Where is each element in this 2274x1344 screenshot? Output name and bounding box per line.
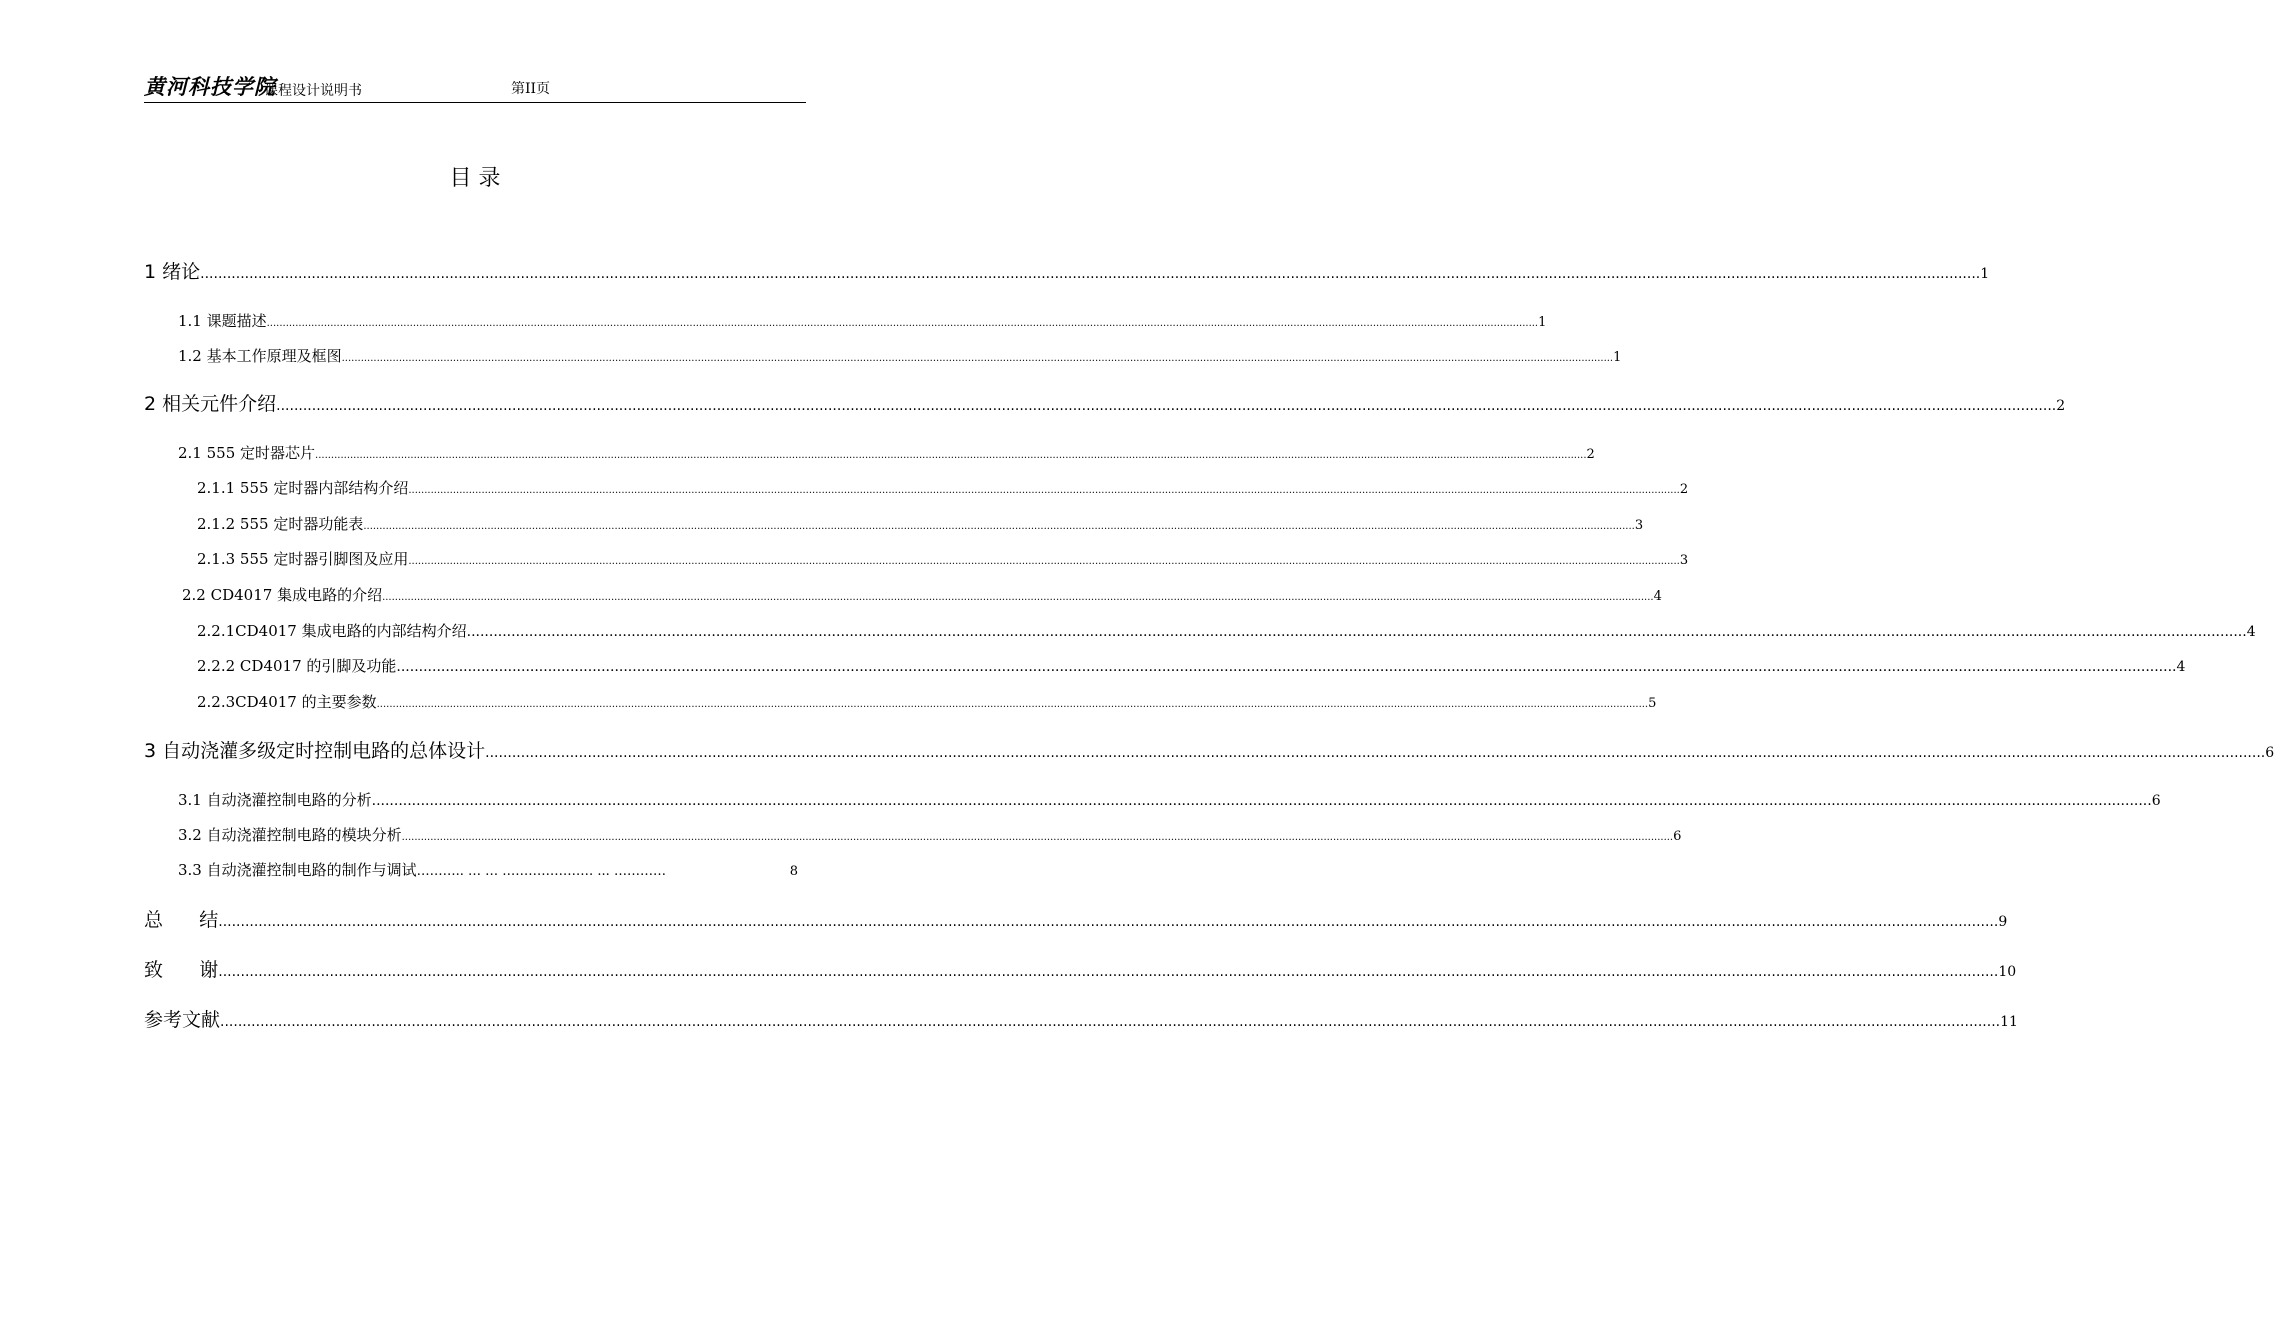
- toc-entry-label: 1.2 基本工作原理及框图: [178, 347, 342, 365]
- toc-entry-label: 2.2.2 CD4017 的引脚及功能: [197, 657, 397, 675]
- toc-entry[interactable]: [197, 620, 2256, 643]
- toc-entry[interactable]: [144, 390, 2066, 420]
- dot-leader: ................................................................................................................................................................................................................................................................................................................................................................................................................: [408, 485, 1680, 496]
- toc-entry-label: 3.3 自动浇灌控制电路的制作与调试: [178, 861, 417, 879]
- toc-entry-label: 3.1 自动浇灌控制电路的分析: [178, 791, 372, 809]
- toc-entry[interactable]: [197, 513, 1644, 538]
- dot-leader: ................................................................................................................................................................................................................................................................................................................................................................................................................: [466, 624, 2247, 640]
- toc-entry-page: 2: [1586, 447, 1595, 462]
- dot-leader: ................................................................................................................................................................................................................................................................................................................................................................................................................: [266, 318, 1539, 329]
- dot-leader: ................................................................................................................................................................................................................................................................................................................................................................................................................: [408, 556, 1680, 567]
- toc-entry-page: 6: [2265, 745, 2274, 761]
- toc-title: 目 录: [449, 166, 501, 191]
- toc-entry[interactable]: [178, 310, 1547, 335]
- toc-entry[interactable]: [178, 442, 1595, 467]
- toc-entry[interactable]: [144, 258, 1990, 288]
- toc-entry-label: 3.2 自动浇灌控制电路的模块分析: [178, 826, 402, 844]
- toc-entry-page: 2: [2056, 398, 2066, 414]
- toc-entry-page: 9: [1998, 914, 2008, 930]
- toc-entry-page: 2: [1679, 482, 1689, 497]
- toc-entry-label: 2.1.2 555 定时器功能表: [197, 515, 364, 533]
- toc-entry-page: 1: [1613, 350, 1622, 365]
- dot-leader: ................................................................................................................................................................................................................................................................................................................................................................................................................: [382, 592, 1654, 603]
- toc-entry-page: 4: [2246, 624, 2256, 640]
- toc-entry[interactable]: [182, 584, 1662, 609]
- toc-entry[interactable]: [197, 477, 1689, 502]
- page-header: [144, 74, 806, 103]
- toc-entry-label: 3 自动浇灌多级定时控制电路的总体设计: [144, 740, 486, 762]
- toc-entry-label: 1.1 课题描述: [178, 312, 267, 330]
- toc-entry-page: 6: [1673, 829, 1682, 844]
- document-type: 课程设计说明书: [264, 83, 362, 99]
- toc-entry[interactable]: [178, 789, 2161, 812]
- dot-leader: ................................................................................................................................................................................................................................................................................................................................................................................................................: [401, 832, 1674, 843]
- dot-leader: ................................................................................................................................................................................................................................................................................................................................................................................................................: [371, 793, 2152, 809]
- dot-leader: ................................................................................................................................................................................................................................................................................................................................................................................................................: [363, 521, 1635, 532]
- dot-leader: ................................................................................................................................................................................................................................................................................................................................................................................................................: [315, 450, 1587, 461]
- toc-entry-label: 总 结: [144, 909, 219, 931]
- toc-entry-page: 6: [2151, 793, 2161, 809]
- toc-entry-label: 2.1.1 555 定时器内部结构介绍: [197, 479, 409, 497]
- page-number: 第II页: [511, 81, 551, 97]
- dot-leader: ................................................................................................................................................................................................................................................................................................................................................................................................................: [376, 699, 1649, 710]
- toc-entry[interactable]: [197, 691, 1657, 716]
- toc-entry-label: 2.1.3 555 定时器引脚图及应用: [197, 550, 409, 568]
- toc-entry-label: 2.2.3CD4017 的主要参数: [197, 693, 377, 711]
- dot-leader: ................................................................................................................................................................................................................................................................................................................................................................................................................: [396, 659, 2177, 675]
- dot-leader: ................................................................................................................................................................................................................................................................................................................................................................................................................: [200, 266, 1981, 282]
- toc-entry-label: 2 相关元件介绍: [144, 393, 277, 415]
- toc-entry-label: 2.2 CD4017 集成电路的介绍: [182, 586, 383, 604]
- toc-entry-page: 3: [1679, 553, 1689, 568]
- toc-entry-page: 4: [2176, 659, 2186, 675]
- toc-entry[interactable]: [178, 859, 798, 883]
- toc-entry-page: 3: [1634, 518, 1644, 533]
- toc-entry[interactable]: [144, 956, 2017, 986]
- dot-leader: ................................................................................................................................................................................................................................................................................................................................................................................................................: [485, 745, 2266, 761]
- toc-entry[interactable]: [197, 655, 2186, 678]
- toc-entry[interactable]: [144, 906, 2008, 936]
- toc-entry-label: 致 谢: [144, 959, 219, 981]
- toc-entry-label: 参考文献: [144, 1009, 221, 1031]
- dot-leader: ................................................................................................................................................................................................................................................................................................................................................................................................................: [220, 1014, 2001, 1030]
- institution-logo: 黄河科技学院: [144, 74, 276, 99]
- toc-entry-page: 1: [1980, 266, 1990, 282]
- toc-entry-page: 4: [1653, 589, 1662, 604]
- toc-entry[interactable]: [178, 345, 1622, 370]
- toc-entry[interactable]: [144, 1006, 2018, 1036]
- toc-entry[interactable]: [144, 737, 2274, 767]
- dot-leader: ................................................................................................................................................................................................................................................................................................................................................................................................................: [341, 353, 1614, 364]
- dot-leader: ................................................................................................................................................................................................................................................................................................................................................................................................................: [276, 398, 2057, 414]
- toc-entry-label: 1 绪论: [144, 261, 201, 283]
- toc-entry-label: 2.2.1CD4017 集成电路的内部结构介绍: [197, 622, 467, 640]
- toc-entry-page: 10: [1998, 964, 2017, 980]
- dot-leader: ……….. … … ………………… ... …………: [416, 864, 666, 879]
- toc-entry-page: 11: [2000, 1014, 2018, 1030]
- toc-entry-page: 8: [789, 864, 798, 879]
- toc-entry-page: 1: [1538, 315, 1547, 330]
- toc-entry[interactable]: [197, 548, 1689, 573]
- toc-entry-page: 5: [1648, 696, 1657, 711]
- toc-entry[interactable]: [178, 824, 1682, 849]
- toc-entry-label: 2.1 555 定时器芯片: [178, 444, 316, 462]
- dot-leader: ................................................................................................................................................................................................................................................................................................................................................................................................................: [218, 914, 1999, 930]
- dot-leader: ................................................................................................................................................................................................................................................................................................................................................................................................................: [218, 964, 1999, 980]
